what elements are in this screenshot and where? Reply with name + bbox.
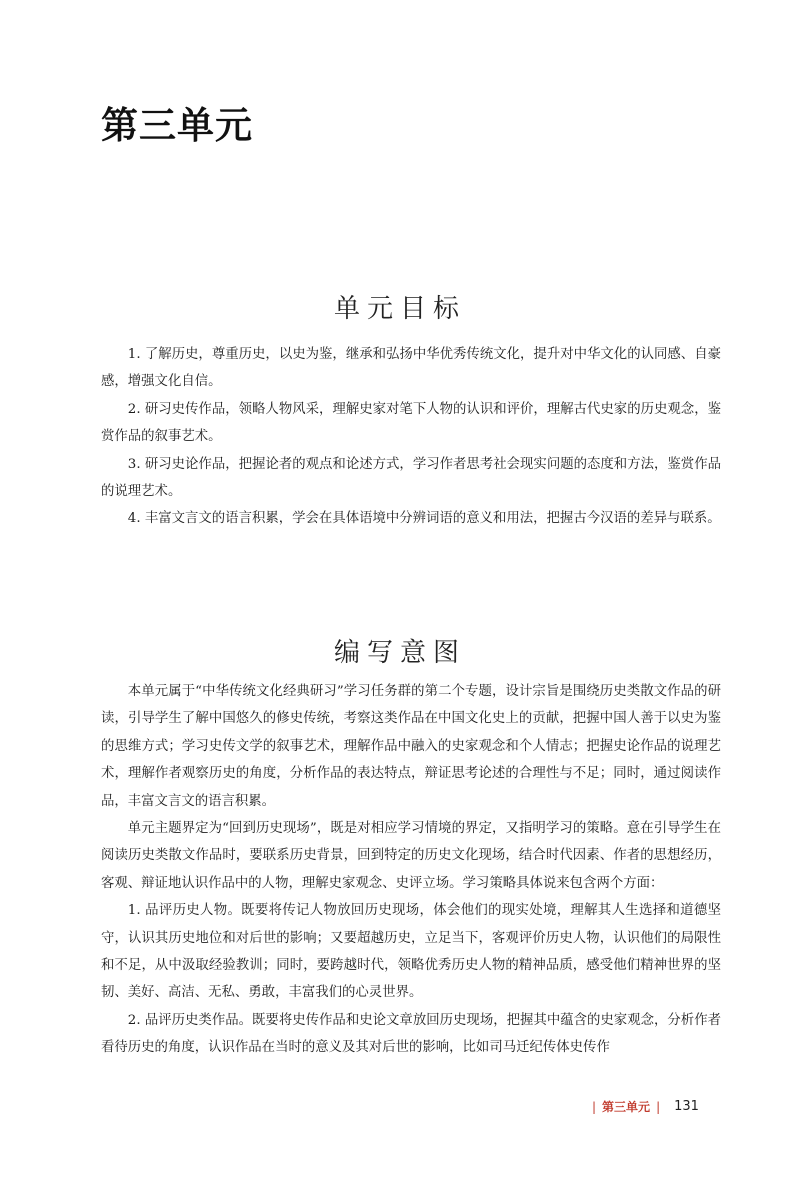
goal-item: 2. 研习史传作品，领略人物风采，理解史家对笔下人物的认识和评价，理解古代史家的历史观念，鉴赏作品的叙事艺术。: [101, 401, 721, 445]
unit-title: 第三单元: [101, 104, 253, 147]
footer-divider: |: [656, 1099, 661, 1114]
footer-unit-name: 第三单元: [602, 1100, 651, 1114]
intent-paragraph: 1. 品评历史人物。既要将传记人物放回历史现场，体会他们的现实处境，理解其人生选择和道德坚守，认识其历史地位和对后世的影响；又要超越历史，立足当下，客观评价历史人物，认识他们的局限性和不足，从中汲取经验教训；同时，要跨越时代，领略优秀历史人物的精神品质，感受他们精神世界的坚韧、美好、高洁、无私、勇敢，丰富我们的心灵世界。: [101, 903, 721, 1001]
page-footer: [586, 1098, 699, 1115]
intent-paragraph: 本单元属于“中华传统文化经典研习”学习任务群的第二个专题，设计宗旨是围绕历史类散文作品的研读，引导学生了解中国悠久的修史传统，考察这类作品在中国文化史上的贡献，把握中国人善于以史为鉴的思维方式；学习史传文学的叙事艺术，理解作品中融入的史家观念和个人情志；把握史论作品的说理艺术，理解作者观察历史的角度，分析作品的表达特点，辩证思考论述的合理性与不足；同时，通过阅读作品，丰富文言文的语言积累。: [101, 684, 721, 809]
intent-paragraph: 单元主题界定为“回到历史现场”，既是对相应学习情境的界定，又指明学习的策略。意在引导学生在阅读历史类散文作品时，要联系历史背景，回到特定的历史文化现场，结合时代因素、作者的思想经历，客观、辩证地认识作品中的人物，理解史家观念、史评立场。学习策略具体说来包含两个方面：: [101, 821, 721, 891]
intent-body: [101, 678, 721, 1062]
goal-item: 4. 丰富文言文的语言积累，学会在具体语境中分辨词语的意义和用法，把握古今汉语的差异与联系。: [127, 511, 721, 527]
page-number: 131: [674, 1099, 699, 1114]
goals-list: [101, 341, 721, 533]
footer-divider: |: [592, 1099, 597, 1114]
goal-item: 3. 研习史论作品，把握论者的观点和论述方式，学习作者思考社会现实问题的态度和方法，鉴赏作品的说理艺术。: [101, 456, 721, 500]
goal-item: 1. 了解历史，尊重历史，以史为鉴，继承和弘扬中华优秀传统文化，提升对中华文化的认同感、自豪感，增强文化自信。: [101, 347, 721, 390]
intent-paragraph: 2. 品评历史类作品。既要将史传作品和史论文章放回历史现场，把握其中蕴含的史家观念，分析作者看待历史的角度，认识作品在当时的意义及其对后世的影响，比如司马迁纪传体史传作: [101, 1012, 721, 1056]
goals-heading: 单元目标: [333, 294, 466, 324]
intent-heading: 编写意图: [333, 638, 466, 668]
